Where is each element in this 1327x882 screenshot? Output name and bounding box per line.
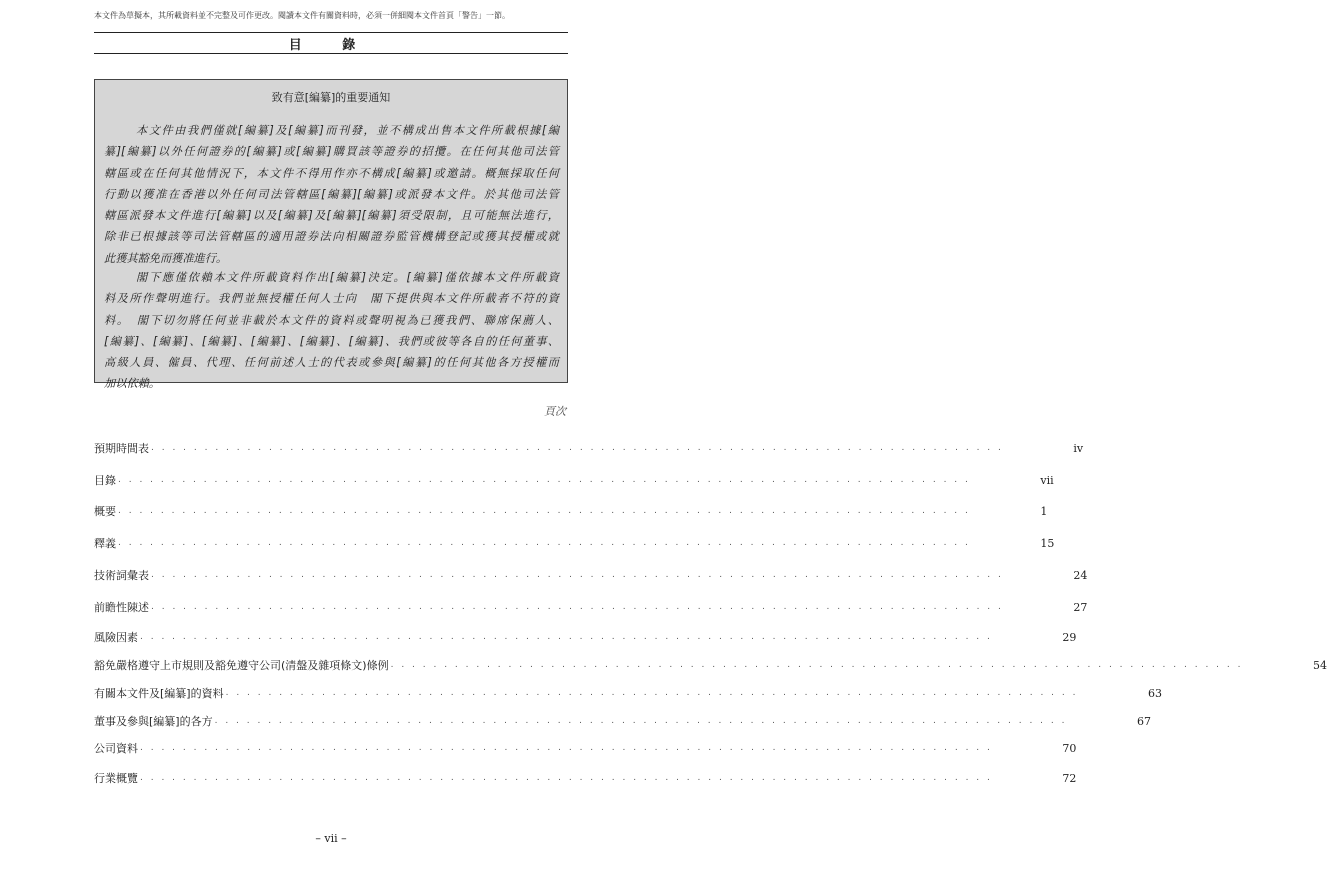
toc-entry[interactable] bbox=[94, 770, 1077, 786]
toc-entry[interactable] bbox=[94, 740, 1077, 756]
toc-entry-label: 有關本文件及[編纂]的資料 bbox=[94, 687, 224, 700]
toc-entry-page: 72 bbox=[1062, 771, 1077, 785]
toc-entry-label: 釋義 bbox=[94, 537, 116, 550]
toc-entry[interactable] bbox=[94, 440, 1084, 456]
toc-entry[interactable] bbox=[94, 599, 1088, 615]
notice-line: 本文件由我們僅就[編纂]及[編纂]而刊發，並不構成出售本文件所載根據[編 bbox=[136, 124, 559, 137]
notice-line: 高級人員、僱員、代理、任何前述人士的代表或參與[編纂]的任何其他各方授權而 bbox=[104, 356, 559, 370]
toc-entry[interactable] bbox=[94, 503, 1048, 519]
notice-line: 此獲其豁免而獲准進行。 bbox=[104, 251, 228, 265]
page-number: – vii – bbox=[315, 832, 347, 845]
notice-line: 行動以獲准在香港以外任何司法管轄區[編纂][編纂]或派發本文件。於其他司法管 bbox=[104, 187, 559, 201]
toc-entry-page: 15 bbox=[1040, 536, 1055, 550]
toc-entry[interactable] bbox=[94, 713, 1151, 729]
notice-line: 轄區或在任何其他情況下，本文件不得用作亦不構成[編纂]或邀請。概無採取任何 bbox=[104, 166, 559, 180]
leader-dots: . . . . . . . . . . . . . . . . . . . . . . . . . . . . . . . . . . . . . . . . . . . . . . . . . . . . . . . . . . . . . . . . . . . . . . . . . . . . . . . . bbox=[140, 632, 993, 642]
toc-entry-label: 公司資料 bbox=[94, 742, 138, 755]
toc-entry[interactable] bbox=[94, 472, 1054, 488]
leader-dots: . . . . . . . . . . . . . . . . . . . . . . . . . . . . . . . . . . . . . . . . . . . . . . . . . . . . . . . . . . . . . . . . . . . . . . . . . . . . . . . . bbox=[118, 538, 971, 548]
notice-line: 料及所作聲明進行。我們並無授權任何人士向 閣下提供與本文件所載者不符的資 bbox=[104, 292, 559, 306]
toc-entry-page: 24 bbox=[1073, 568, 1088, 582]
toc-entry-label: 豁免嚴格遵守上市規則及豁免遵守公司(清盤及雜項條文)條例 bbox=[94, 659, 389, 672]
toc-entry-label: 董事及參與[編纂]的各方 bbox=[94, 715, 213, 728]
toc-entry[interactable] bbox=[94, 629, 1077, 645]
notice-line: 纂][編纂]以外任何證券的[編纂]或[編纂]購買該等證券的招攬。在任何其他司法管 bbox=[104, 145, 559, 159]
notice-line: 加以依賴。 bbox=[104, 377, 160, 391]
divider bbox=[94, 53, 568, 54]
draft-warning-header: 本文件為草擬本，其所載資料並不完整及可作更改。閱讀本文件有關資料時，必須一併細閱本文件首頁「警告」一節。 bbox=[94, 11, 510, 20]
toc-entry[interactable] bbox=[94, 567, 1088, 583]
leader-dots: . . . . . . . . . . . . . . . . . . . . . . . . . . . . . . . . . . . . . . . . . . . . . . . . . . . . . . . . . . . . . . . . . . . . . . . . . . . . . . . . bbox=[140, 773, 993, 783]
leader-dots: . . . . . . . . . . . . . . . . . . . . . . . . . . . . . . . . . . . . . . . . . . . . . . . . . . . . . . . . . . . . . . . . . . . . . . . . . . . . . . . . bbox=[225, 688, 1078, 698]
toc-entry[interactable] bbox=[94, 685, 1162, 701]
leader-dots: . . . . . . . . . . . . . . . . . . . . . . . . . . . . . . . . . . . . . . . . . . . . . . . . . . . . . . . . . . . . . . . . . . . . . . . . . . . . . . . . bbox=[118, 506, 971, 516]
notice-line: 轄區派發本文件進行[編纂]以及[編纂]及[編纂][編纂]須受限制，且可能無法進行， bbox=[104, 209, 559, 223]
page-column-label: 頁次 bbox=[544, 405, 566, 418]
toc-entry-label: 風險因素 bbox=[94, 631, 138, 644]
notice-line: [編纂]、[編纂]、[編纂]、[編纂]、[編纂]、[編纂]、我們或彼等各自的任何董事、 bbox=[104, 334, 559, 348]
toc-entry-page: 67 bbox=[1136, 714, 1151, 728]
toc-entry-page: 63 bbox=[1147, 686, 1162, 700]
toc-entry-label: 目錄 bbox=[94, 474, 116, 487]
leader-dots: . . . . . . . . . . . . . . . . . . . . . . . . . . . . . . . . . . . . . . . . . . . . . . . . . . . . . . . . . . . . . . . . . . . . . . . . . . . . . . . . bbox=[140, 743, 993, 753]
leader-dots: . . . . . . . . . . . . . . . . . . . . . . . . . . . . . . . . . . . . . . . . . . . . . . . . . . . . . . . . . . . . . . . . . . . . . . . . . . . . . . . . bbox=[151, 570, 1004, 580]
leader-dots: . . . . . . . . . . . . . . . . . . . . . . . . . . . . . . . . . . . . . . . . . . . . . . . . . . . . . . . . . . . . . . . . . . . . . . . . . . . . . . . . bbox=[151, 602, 1004, 612]
leader-dots: . . . . . . . . . . . . . . . . . . . . . . . . . . . . . . . . . . . . . . . . . . . . . . . . . . . . . . . . . . . . . . . . . . . . . . . . . . . . . . . . bbox=[214, 716, 1067, 726]
toc-entry-page: 1 bbox=[1040, 504, 1048, 518]
toc-entry-label: 概要 bbox=[94, 505, 116, 518]
notice-line: 除非已根據該等司法管轄區的適用證券法向相關證券監管機構登記或獲其授權或就 bbox=[104, 230, 559, 244]
leader-dots: . . . . . . . . . . . . . . . . . . . . . . . . . . . . . . . . . . . . . . . . . . . . . . . . . . . . . . . . . . . . . . . . . . . . . . . . . . . . . . . . bbox=[151, 443, 1004, 453]
toc-entry-page: 54 bbox=[1312, 658, 1327, 672]
page-title: 目 錄 bbox=[288, 38, 374, 53]
toc-entry-page: iv bbox=[1073, 441, 1084, 455]
toc-entry[interactable] bbox=[94, 535, 1055, 551]
divider bbox=[94, 32, 568, 33]
toc-entry-page: 70 bbox=[1062, 741, 1077, 755]
notice-paragraph-1 bbox=[104, 120, 559, 269]
toc-entry-page: vii bbox=[1040, 473, 1054, 487]
toc-entry-page: 27 bbox=[1073, 600, 1088, 614]
toc-entry[interactable] bbox=[94, 657, 1327, 673]
toc-entry-label: 行業概覽 bbox=[94, 772, 138, 785]
toc-entry-label: 技術詞彙表 bbox=[94, 569, 149, 582]
notice-title: 致有意[編纂]的重要通知 bbox=[271, 91, 391, 104]
notice-line: 閣下應僅依賴本文件所載資料作出[編纂]決定。[編纂]僅依據本文件所載資 bbox=[136, 271, 559, 284]
toc-entry-label: 前瞻性陳述 bbox=[94, 601, 149, 614]
leader-dots: . . . . . . . . . . . . . . . . . . . . . . . . . . . . . . . . . . . . . . . . . . . . . . . . . . . . . . . . . . . . . . . . . . . . . . . . . . . . . . . . bbox=[118, 475, 971, 485]
toc-entry-page: 29 bbox=[1062, 630, 1077, 644]
notice-line: 料。 閣下切勿將任何並非載於本文件的資料或聲明視為已獲我們、聯席保薦人、 bbox=[104, 313, 559, 327]
leader-dots: . . . . . . . . . . . . . . . . . . . . . . . . . . . . . . . . . . . . . . . . . . . . . . . . . . . . . . . . . . . . . . . . . . . . . . . . . . . . . . . . bbox=[390, 660, 1243, 670]
toc-entry-label: 預期時間表 bbox=[94, 442, 149, 455]
notice-paragraph-2 bbox=[104, 267, 559, 395]
important-notice-box bbox=[94, 79, 568, 391]
